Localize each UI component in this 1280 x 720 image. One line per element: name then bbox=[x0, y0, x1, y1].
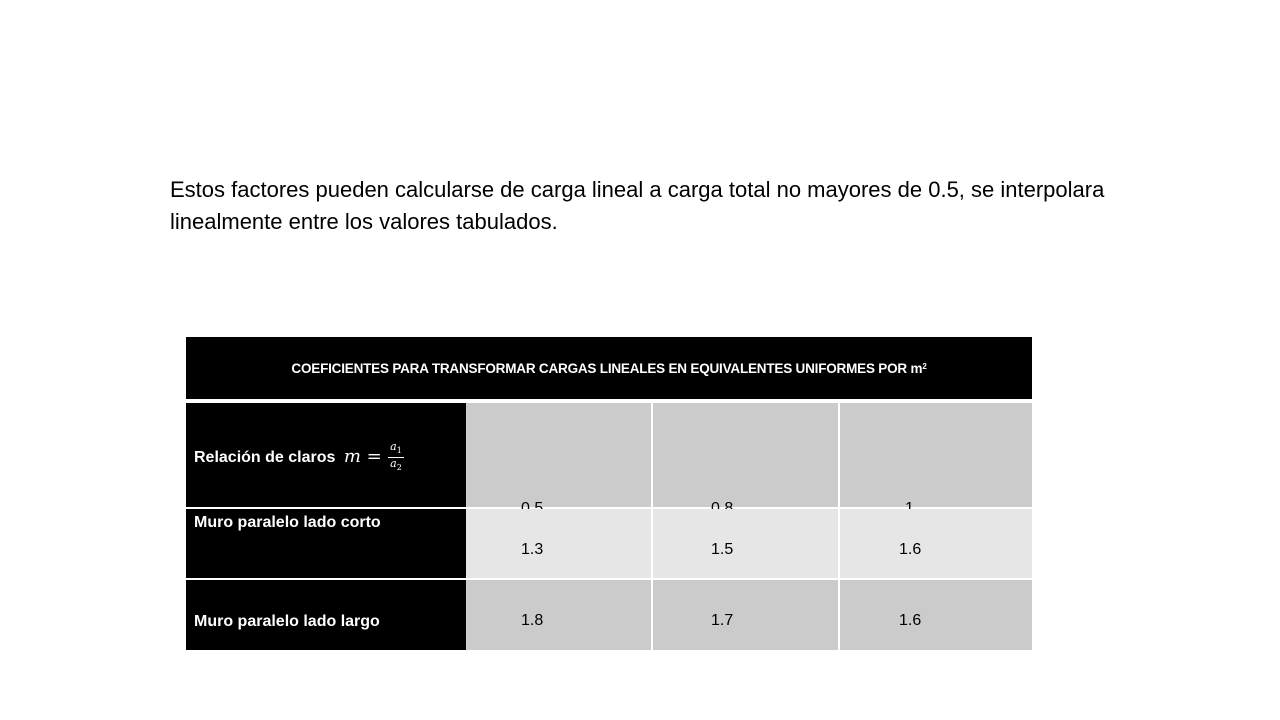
cell-value: 1.8 bbox=[521, 612, 544, 629]
table-row-short-side bbox=[186, 509, 1032, 578]
ratio-label-text: Relación de claros bbox=[194, 448, 336, 466]
coefficients-table bbox=[186, 337, 1032, 650]
table-cell bbox=[466, 580, 651, 650]
ratio-fraction bbox=[388, 441, 404, 474]
ratio-formula-var: m = bbox=[343, 445, 382, 467]
row-label-long-side bbox=[186, 580, 466, 650]
fraction-numerator: a bbox=[390, 440, 397, 453]
table-cell bbox=[838, 509, 1032, 578]
fraction-denominator: a bbox=[390, 457, 397, 471]
table-row-long-side bbox=[186, 580, 1032, 650]
table-title bbox=[186, 337, 1032, 399]
table-cell bbox=[651, 403, 838, 507]
row-label-text: Muro paralelo lado corto bbox=[194, 514, 381, 531]
row-label-short-side bbox=[186, 509, 466, 578]
cell-value: 1.6 bbox=[899, 612, 922, 629]
table-cell bbox=[466, 403, 651, 507]
table-cell bbox=[466, 509, 651, 578]
fraction-denominator-sub: 2 bbox=[396, 463, 402, 473]
table-cell bbox=[838, 580, 1032, 650]
cell-value: 1.7 bbox=[711, 612, 734, 629]
cell-value: 1.5 bbox=[711, 541, 734, 558]
intro-paragraph: Estos factores pueden calcularse de carga lineal a carga total no mayores de 0.5, se interpolara linealmente entre los valores tabulados. bbox=[170, 177, 1105, 234]
table-title-text: COEFICIENTES PARA TRANSFORMAR CARGAS LINEALES EN EQUIVALENTES UNIFORMES POR m bbox=[291, 360, 923, 376]
cell-value: 1.6 bbox=[899, 541, 922, 558]
cell-value: 1.3 bbox=[521, 541, 544, 558]
fraction-numerator-sub: 1 bbox=[396, 446, 402, 456]
row-label-ratio bbox=[186, 403, 466, 507]
table-cell bbox=[651, 509, 838, 578]
table-row-ratio bbox=[186, 403, 1032, 507]
table-title-superscript: 2 bbox=[922, 361, 927, 371]
table-cell bbox=[651, 580, 838, 650]
table-cell bbox=[838, 403, 1032, 507]
row-label-text: Muro paralelo lado largo bbox=[194, 613, 380, 630]
